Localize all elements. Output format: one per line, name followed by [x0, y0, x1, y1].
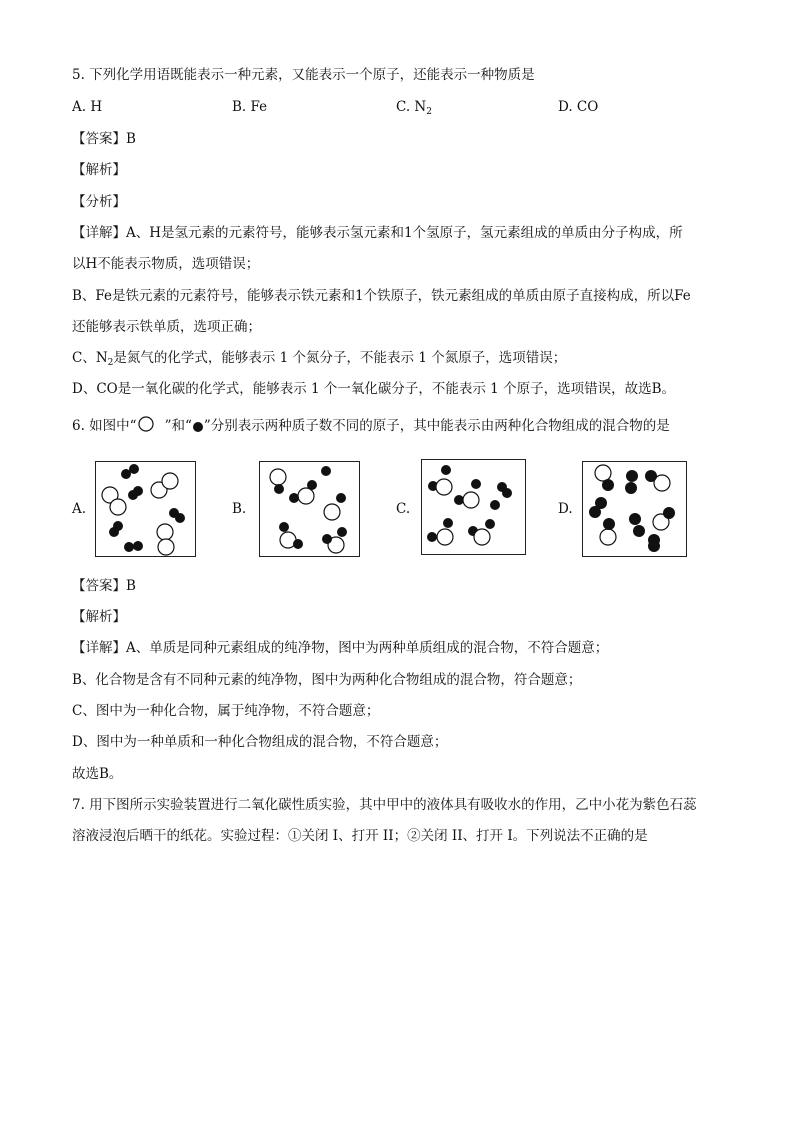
q5-detail-5-sub: 2 — [107, 358, 114, 368]
q5-option-b: B. Fe — [232, 99, 268, 115]
q6-detail-2: B、化合物是含有不同种元素的纯净物，图中为两种化合物组成的混合物，符合题意； — [72, 672, 582, 688]
q6-label-d: D. — [558, 501, 573, 517]
q5-option-d: D. CO — [558, 99, 599, 115]
q5-detail-4: 还能够表示铁单质，选项正确； — [72, 319, 261, 335]
q6-analysis-heading: 【解析】 — [72, 609, 126, 625]
q5-detail-3: B、Fe是铁元素的元素符号，能够表示铁元素和1个铁原子，铁元素组成的单质由原子直接构成，所以Fe — [72, 288, 691, 304]
q6-diagram-a — [95, 461, 196, 557]
q6-stem-prefix: 6. 如图中“ — [72, 418, 137, 434]
q5-analysis-heading: 【解析】 — [72, 162, 126, 178]
q5-stem: 5. 下列化学用语既能表示一种元素，又能表示一个原子，还能表示一种物质是 — [72, 67, 535, 83]
q6-answer: 【答案】B — [72, 578, 136, 594]
q6-diagram-b — [259, 461, 360, 557]
white-atom-icon — [137, 415, 155, 438]
q6-diagram-d — [582, 461, 687, 557]
q5-detail-2: 以H不能表示物质，选项错误； — [72, 256, 260, 272]
q5-detail-6: D、CO是一氧化碳的化学式，能够表示 1 个一氧化碳分子，不能表示 1 个原子，选项错误，故选B。 — [72, 381, 675, 397]
q6-label-c: C. — [396, 501, 411, 517]
q6-detail-3: C、图中为一种化合物，属于纯净物，不符合题意； — [72, 703, 380, 719]
q5-detail-5-suffix: 是氮气的化学式，能够表示 1 个氮分子，不能表示 1 个氮原子，选项错误； — [113, 350, 567, 366]
q5-fenxi-heading: 【分析】 — [72, 194, 126, 210]
q5-answer: 【答案】B — [72, 131, 136, 147]
q7-stem-1: 7. 用下图所示实验装置进行二氧化碳性质实验，其中甲中的液体具有吸收水的作用，乙中小花为紫色石蕊 — [72, 797, 697, 813]
q7-stem-2: 溶液浸泡后晒干的纸花。实验过程：①关闭 I、打开 II；②关闭 II、打开 I。下列说法不正确的是 — [72, 828, 648, 844]
q6-detail-4: D、图中为一种单质和一种化合物组成的混合物，不符合题意； — [72, 734, 448, 750]
q6-stem-mid: ”和“ — [164, 418, 192, 434]
q5-detail-5 — [72, 349, 566, 367]
q5-detail-5-prefix: C、N — [72, 350, 108, 366]
q5-option-a: A. H — [72, 99, 103, 115]
q5-option-c — [396, 98, 432, 116]
q6-label-b: B. — [232, 501, 247, 517]
q6-detail-1: 【详解】A、单质是同种元素组成的纯净物，图中为两种单质组成的混合物，不符合题意； — [72, 640, 609, 656]
q5-detail-1: 【详解】A、H是氢元素的元素符号，能够表示氢元素和1个氢原子，氢元素组成的单质由分子构成，所 — [72, 225, 683, 241]
q6-stem — [72, 415, 670, 438]
q6-stem-suffix: ”分别表示两种质子数不同的原子，其中能表示由两种化合物组成的混合物的是 — [203, 418, 670, 434]
black-atom-icon — [192, 419, 204, 438]
q6-label-a: A. — [72, 501, 87, 517]
q6-diagram-c — [421, 459, 526, 555]
q5-option-c-text: C. N — [396, 99, 427, 115]
q6-detail-5: 故选B。 — [72, 766, 123, 782]
q5-option-c-sub: 2 — [426, 107, 432, 117]
